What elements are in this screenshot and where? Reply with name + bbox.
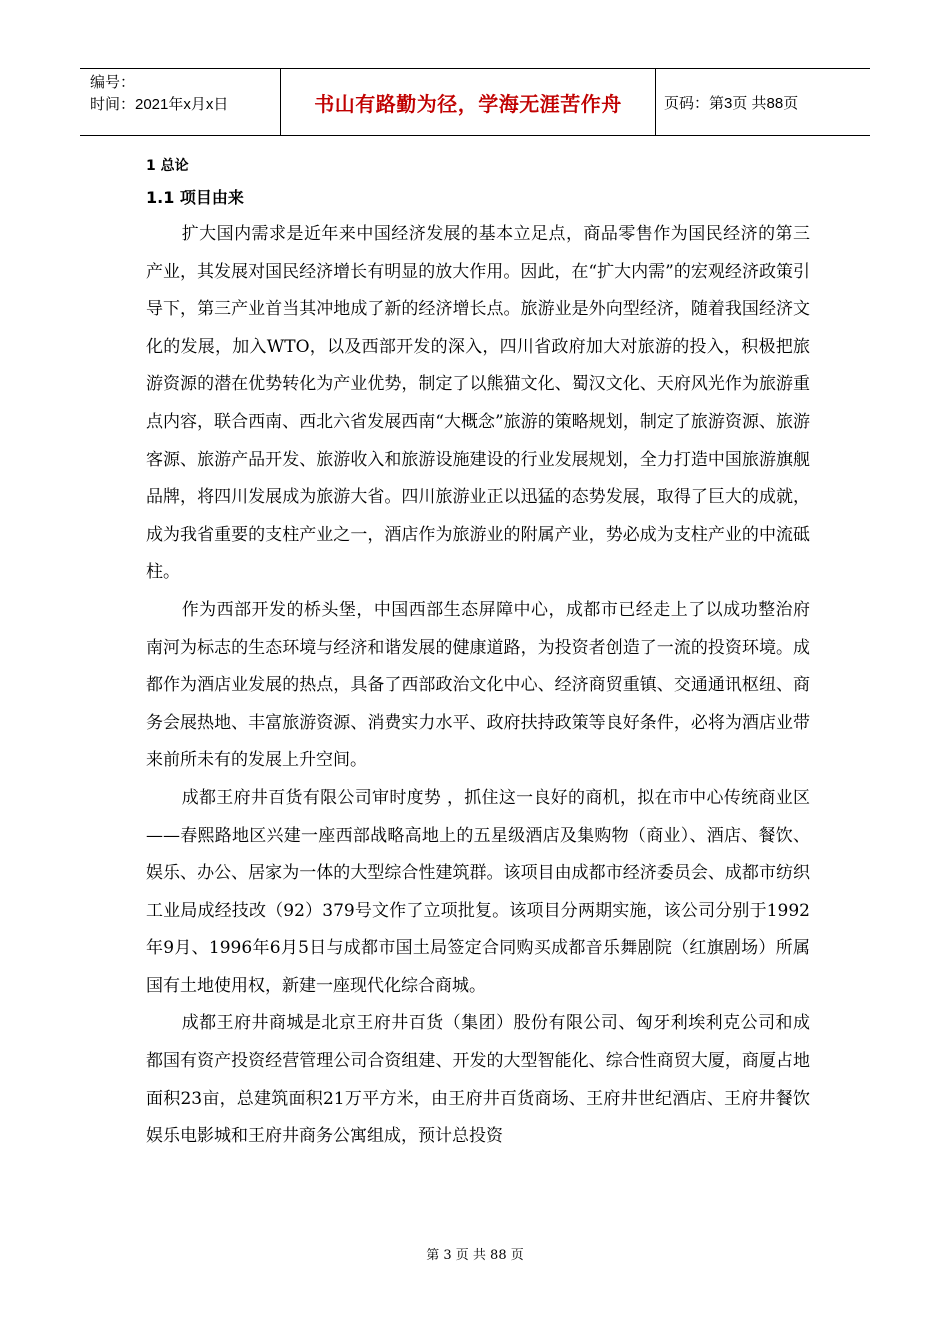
paragraph: 成都王府井商城是北京王府井百货（集团）股份有限公司、匈牙利埃利克公司和成都国有资产投资经营管理公司合资组建、开发的大型智能化、综合性商贸大厦，商厦占地面积23亩，总建筑面积21万平方米，由王府井百货商场、王府井世纪酒店、王府井餐饮娱乐电影城和王府井商务公寓组成，预计总投资 [146, 1013, 810, 1147]
section-subtitle: 1.1 项目由来 [146, 188, 244, 207]
page-header [80, 68, 870, 136]
paragraph: 扩大国内需求是近年来中国经济发展的基本立足点，商品零售作为国民经济的第三产业，其发展对国民经济增长有明显的放大作用。因此，在“扩大内需”的宏观经济政策引导下，第三产业首当其冲地成了新的经济增长点。旅游业是外向型经济，随着我国经济文化的发展，加入WTO，以及西部开发的深入，四川省政府加大对旅游的投入，积极把旅游资源的潜在优势转化为产业优势，制定了以熊猫文化、蜀汉文化、天府风光作为旅游重点内容，联合西南、西北六省发展西南“大概念”旅游的策略规划，制定了旅游资源、旅游客源、旅游产品开发、旅游收入和旅游设施建设的行业发展规划，全力打造中国旅游旗舰品牌，将四川发展成为旅游大省。四川旅游业正以迅猛的态势发展，取得了巨大的成就，成为我省重要的支柱产业之一，酒店作为旅游业的附属产业，势必成为支柱产业的中流砥柱。 [146, 224, 810, 583]
page-footer: 第 3 页 共 88 页 [426, 1248, 524, 1263]
doc-number-label: 编号： [90, 74, 136, 91]
section-title: 1 总论 [146, 158, 189, 174]
document-body [146, 156, 810, 1156]
paragraph: 成都王府井百货有限公司审时度势 ，抓住这一良好的商机，拟在市中心传统商业区——春熙路地区兴建一座西部战略高地上的五星级酒店及集购物（商业）、酒店、餐饮、娱乐、办公、居家为一体的大型综合性建筑群。该项目由成都市经济委员会、成都市纺织工业局成经技改（92）379号文作了立项批复。该项目分两期实施，该公司分别于1992年9月、1996年6月5日与成都市国土局签定合同购买成都音乐舞剧院（红旗剧场）所属国有土地使用权，新建一座现代化综合商城。 [146, 787, 810, 996]
header-motto: 书山有路勤为径，学海无涯苦作舟 [280, 69, 656, 135]
header-page-info: 页码：第3页 共88页 [664, 94, 799, 112]
header-meta [80, 69, 280, 135]
paragraph: 作为西部开发的桥头堡，中国西部生态屏障中心，成都市已经走上了以成功整治府南河为标志的生态环境与经济和谐发展的健康道路，为投资者创造了一流的投资环境。成都作为酒店业发展的热点，具备了西部政治文化中心、经济商贸重镇、交通通讯枢纽、商务会展热地、丰富旅游资源、消费实力水平、政府扶持政策等良好条件，必将为酒店业带来前所未有的发展上升空间。 [146, 599, 810, 771]
doc-time-label: 时间：2021年x月x日 [90, 96, 229, 113]
